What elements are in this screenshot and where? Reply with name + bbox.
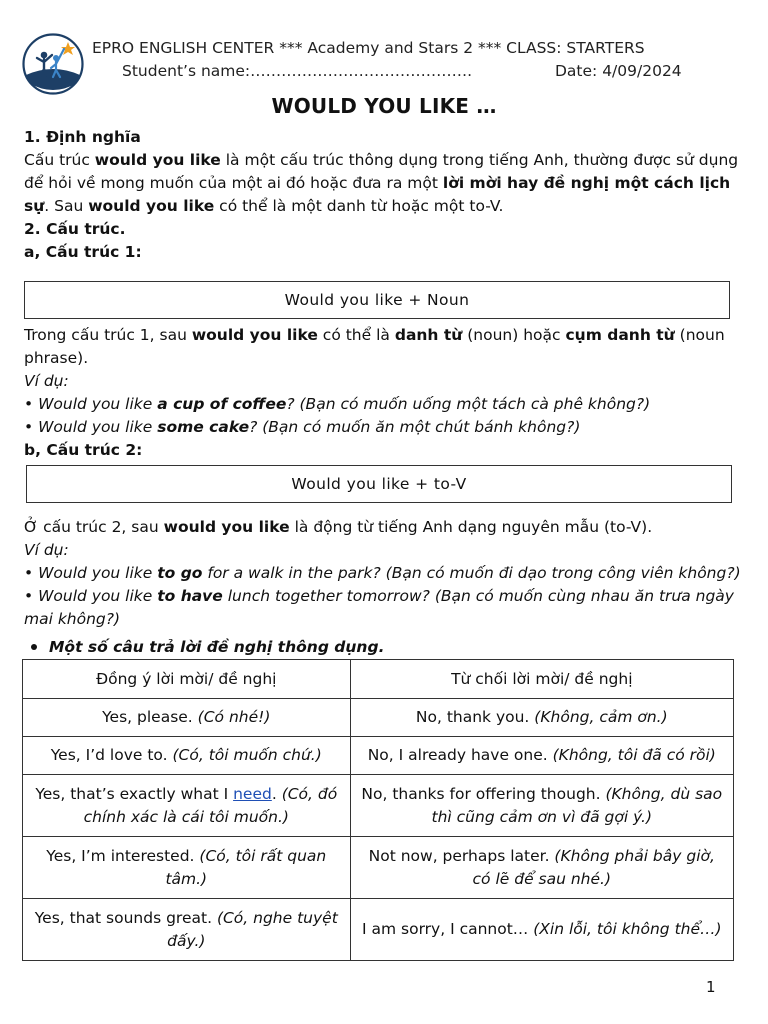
center-header-line: EPRO ENGLISH CENTER *** Academy and Stars 2 *** CLASS: STARTERS bbox=[92, 39, 645, 57]
kids-reaching-star-logo-icon bbox=[22, 33, 84, 95]
page-title: WOULD YOU LIKE … bbox=[271, 94, 497, 118]
example-item: • Would you like to have lunch together tomorrow? (Bạn có muốn cùng nhau ăn trưa ngày mai không?) bbox=[24, 587, 734, 628]
structure-b-formula-box: Would you like + to-V bbox=[26, 465, 732, 503]
structure-b-description: Ở cấu trúc 2, sau would you like là động từ tiếng Anh dạng nguyên mẫu (to-V). bbox=[24, 518, 653, 536]
structure-a-explanation bbox=[24, 324, 752, 462]
responses-heading-text: Một số câu trả lời đề nghị thông dụng. bbox=[49, 638, 385, 656]
accept-cell: Yes, that’s exactly what I need. (Có, đó chính xác là cái tôi muốn.) bbox=[23, 775, 351, 837]
accept-cell: Yes, that sounds great. (Có, nghe tuyệt đấy.) bbox=[23, 899, 351, 961]
example-item: • Would you like some cake? (Bạn có muốn ăn một chút bánh không?) bbox=[24, 418, 581, 436]
decline-cell: Not now, perhaps later. (Không phải bây giờ, có lẽ để sau nhé.) bbox=[350, 837, 733, 899]
column-header-decline: Từ chối lời mời/ đề nghị bbox=[350, 660, 733, 699]
example-label: Ví dụ: bbox=[24, 541, 69, 559]
accept-cell: Yes, I’m interested. (Có, tôi rất quan tâm.) bbox=[23, 837, 351, 899]
decline-cell: I am sorry, I cannot… (Xin lỗi, tôi không thể…) bbox=[350, 899, 733, 961]
structure-a-heading: a, Cấu trúc 1: bbox=[24, 243, 142, 261]
student-name-field: Student’s name:……………………………………. bbox=[122, 62, 473, 80]
table-row bbox=[23, 737, 734, 775]
section-1-heading: 1. Định nghĩa bbox=[24, 128, 141, 146]
section-2-heading: 2. Cấu trúc. bbox=[24, 220, 126, 238]
table-row bbox=[23, 899, 734, 961]
example-label: Ví dụ: bbox=[24, 372, 69, 390]
table-row bbox=[23, 775, 734, 837]
table-row bbox=[23, 837, 734, 899]
structure-b-explanation bbox=[24, 516, 752, 631]
decline-cell: No, thanks for offering though. (Không, dù sao thì cũng cảm ơn vì đã gợi ý.) bbox=[350, 775, 733, 837]
section-definition bbox=[24, 126, 752, 264]
structure-a-description: Trong cấu trúc 1, sau would you like có thể là danh từ (noun) hoặc cụm danh từ (noun phrase). bbox=[24, 326, 725, 367]
structure-b-heading: b, Cấu trúc 2: bbox=[24, 441, 143, 459]
definition-paragraph: Cấu trúc would you like là một cấu trúc thông dụng trong tiếng Anh, thường được sử dụng để hỏi về mong muốn của một ai đó hoặc đưa ra một lời mời hay đề nghị một cách lịch sự. Sau would you like có thể là một danh từ hoặc một to-V. bbox=[24, 151, 739, 215]
decline-cell: No, I already have one. (Không, tôi đã có rồi) bbox=[350, 737, 733, 775]
page-number: 1 bbox=[706, 978, 716, 996]
column-header-accept: Đồng ý lời mời/ đề nghị bbox=[23, 660, 351, 699]
date-label: Date: 4/09/2024 bbox=[555, 62, 682, 80]
table-header-row bbox=[23, 660, 734, 699]
responses-table bbox=[22, 659, 734, 961]
responses-heading bbox=[24, 636, 752, 659]
accept-cell: Yes, please. (Có nhé!) bbox=[23, 699, 351, 737]
bullet-icon bbox=[31, 644, 37, 650]
need-link[interactable]: need bbox=[233, 784, 272, 803]
example-item: • Would you like to go for a walk in the park? (Bạn có muốn đi dạo trong công viên không?) bbox=[24, 564, 741, 582]
accept-cell: Yes, I’d love to. (Có, tôi muốn chứ.) bbox=[23, 737, 351, 775]
example-item: • Would you like a cup of coffee? (Bạn có muốn uống một tách cà phê không?) bbox=[24, 395, 651, 413]
structure-a-formula-box: Would you like + Noun bbox=[24, 281, 730, 319]
table-row bbox=[23, 699, 734, 737]
decline-cell: No, thank you. (Không, cảm ơn.) bbox=[350, 699, 733, 737]
